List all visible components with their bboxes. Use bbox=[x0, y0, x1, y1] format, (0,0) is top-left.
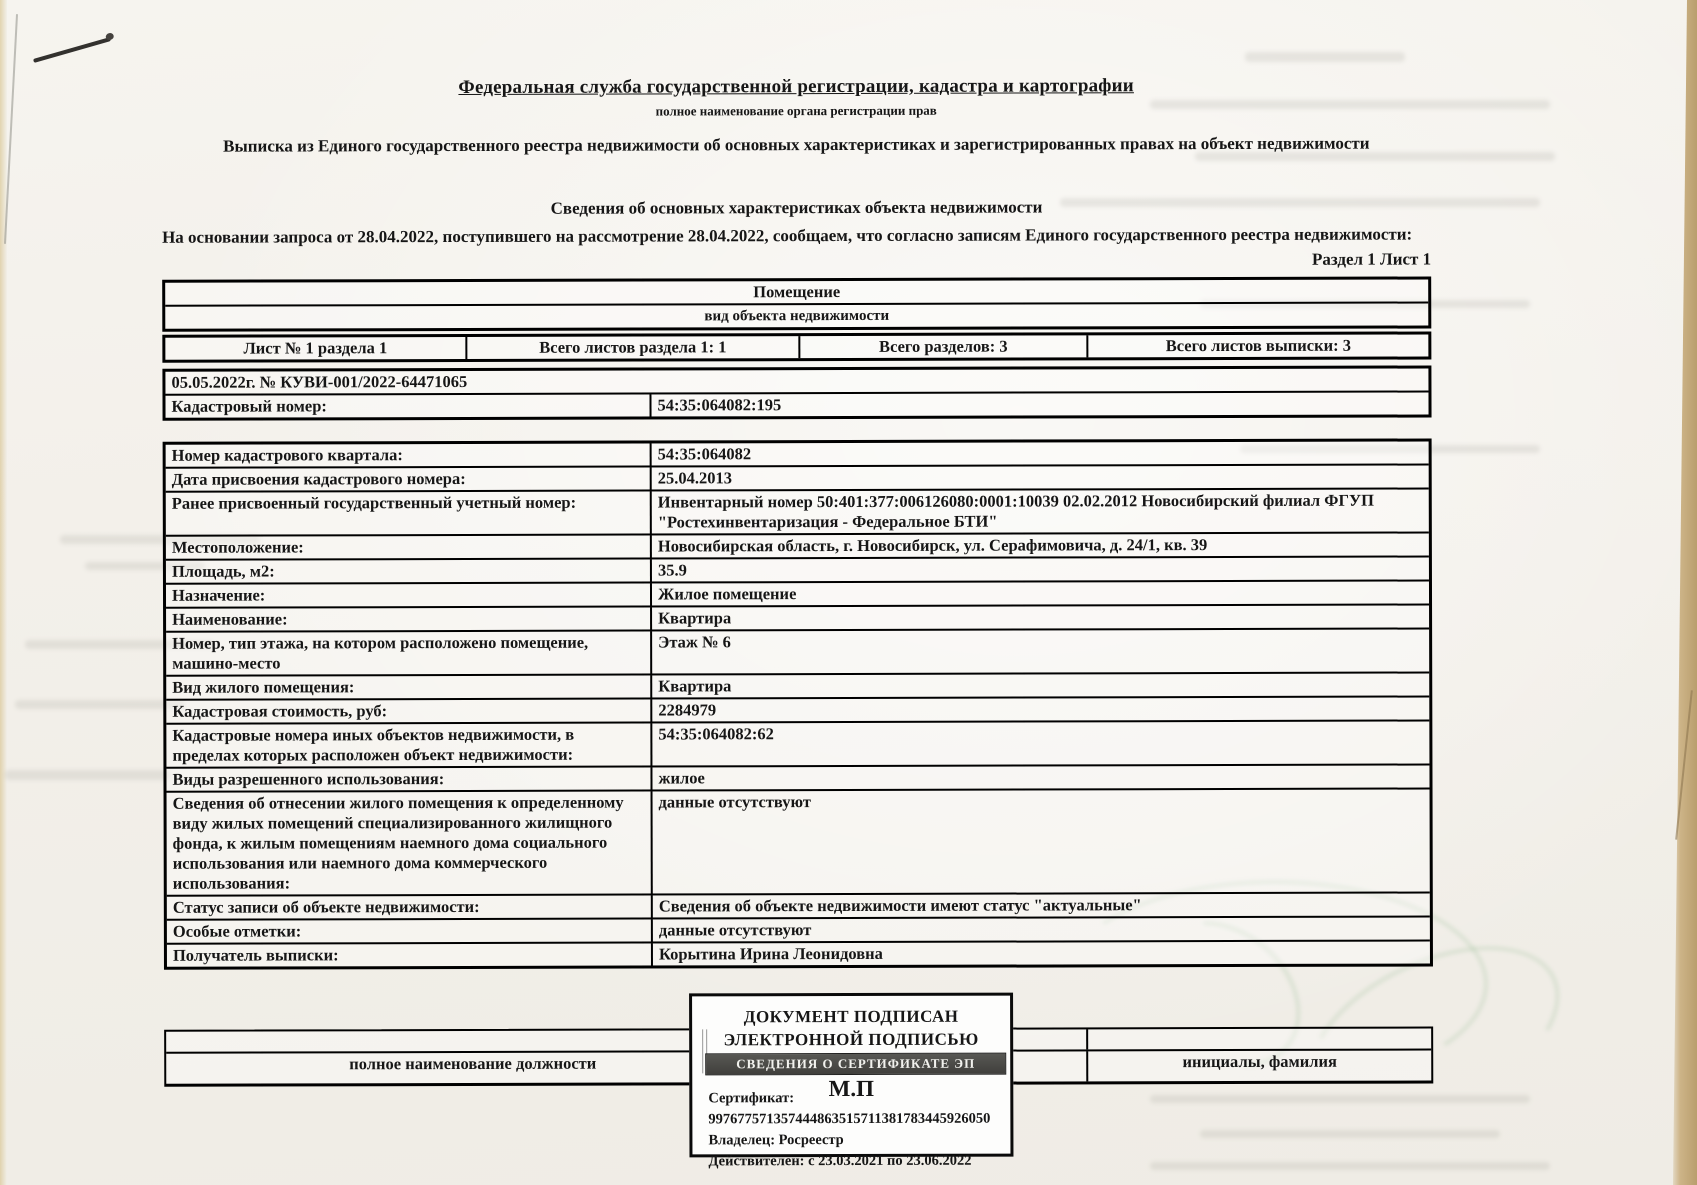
object-type-value: Помещение bbox=[753, 282, 841, 302]
row-label: Статус записи об объекте недвижимости: bbox=[167, 896, 653, 919]
row-value: 54:35:064082:62 bbox=[658, 724, 774, 744]
row-value: Новосибирская область, г. Новосибирск, ул. Серафимовича, д. 24/1, кв. 39 bbox=[657, 535, 1208, 556]
cadastral-number-label: Кадастровый номер: bbox=[165, 395, 651, 418]
row-label: Наименование: bbox=[166, 608, 652, 631]
stamp-validity: Действителен: с 23.03.2021 по 23.06.2022 bbox=[708, 1152, 972, 1170]
doc-number-table bbox=[162, 365, 1431, 420]
doc-title: Выписка из Единого государственного реестра недвижимости об основных характеристиках и зарегистрированных правах на объект недвижимости bbox=[223, 133, 1370, 156]
table-row bbox=[167, 891, 1430, 918]
row-label: Вид жилого помещения: bbox=[166, 676, 652, 699]
row-value: 54:35:064082 bbox=[657, 444, 752, 464]
org-subtitle: полное наименование органа регистрации прав bbox=[655, 102, 937, 119]
row-value: данные отсутствуют bbox=[658, 792, 812, 812]
row-value: Этаж № 6 bbox=[658, 632, 731, 652]
cadastral-number-value: 54:35:064082:195 bbox=[657, 395, 782, 415]
doc-number: 05.05.2022г. № КУВИ-001/2022-64471065 bbox=[171, 371, 468, 392]
row-label: Дата присвоения кадастрового номера: bbox=[166, 468, 652, 491]
sheet-info-col2: Всего листов раздела 1: 1 bbox=[467, 336, 800, 359]
row-value: данные отсутствуют bbox=[658, 920, 812, 940]
object-type-caption: вид объекта недвижимости bbox=[704, 307, 890, 325]
sheet-info-col1: Лист № 1 раздела 1 bbox=[165, 337, 467, 360]
row-value: Сведения об объекте недвижимости имеют статус "актуальные" bbox=[658, 895, 1142, 916]
row-label: Особые отметки: bbox=[167, 920, 653, 943]
stamp-certificate-number: Сертификат: 997677571357444863515711381783445926050 bbox=[708, 1090, 991, 1128]
row-value: Корытина Ирина Леонидовна bbox=[658, 943, 883, 964]
stamp-title-line2: ЭЛЕКТРОННОЙ ПОДПИСЬЮ bbox=[723, 1029, 979, 1050]
header-org-title-wrap bbox=[162, 74, 1431, 99]
section-title: Сведения об основных характеристиках объекта недвижимости bbox=[550, 197, 1043, 218]
table-row bbox=[166, 627, 1429, 674]
row-value: 35.9 bbox=[657, 560, 687, 580]
table-row bbox=[166, 531, 1429, 558]
stamp-owner: Владелец: Росреестр bbox=[708, 1132, 844, 1149]
details-table bbox=[163, 438, 1433, 969]
table-row bbox=[166, 695, 1429, 722]
row-value: Инвентарный номер 50:401:377:006126080:0001:10039 02.02.2012 Новосибирский филиал ФГУП "Ростехинвентаризация - Федеральное БТИ" bbox=[657, 490, 1374, 532]
row-label: Сведения об отнесении жилого помещения к определенному виду жилых помещений специализированного жилищного фонда, к жилым помещениям наемного дома социального использования или наемного дома коммерческого использования: bbox=[167, 792, 653, 895]
table-row bbox=[166, 487, 1429, 534]
row-label: Назначение: bbox=[166, 584, 652, 607]
table-row bbox=[166, 671, 1429, 698]
table-row bbox=[166, 579, 1429, 606]
row-label: Кадастровые номера иных объектов недвижимости, в пределах которых расположен объект недвижимости: bbox=[166, 724, 652, 767]
position-caption: полное наименование должности bbox=[166, 1052, 781, 1084]
signature-name-field bbox=[1088, 1028, 1431, 1049]
table-row bbox=[166, 441, 1429, 466]
table-row bbox=[167, 787, 1430, 894]
row-label: Ранее присвоенный государственный учетный номер: bbox=[166, 492, 652, 535]
row-label: Получатель выписки: bbox=[167, 944, 653, 967]
table-row bbox=[166, 763, 1429, 790]
row-label: Номер кадастрового квартала: bbox=[166, 444, 652, 467]
row-value: Жилое помещение bbox=[657, 584, 797, 604]
row-label: Виды разрешенного использования: bbox=[166, 768, 652, 791]
org-title: Федеральная служба государственной регистрации, кадастра и картографии bbox=[458, 75, 1134, 99]
row-label: Площадь, м2: bbox=[166, 560, 652, 583]
row-label: Кадастровая стоимость, руб: bbox=[166, 700, 652, 723]
row-label: Номер, тип этажа, на котором расположено помещение, машино-место bbox=[166, 632, 652, 675]
sheet-info-col3: Всего разделов: 3 bbox=[800, 335, 1088, 358]
stamp-mp-mark: М.П bbox=[828, 1075, 875, 1102]
row-value: Квартира bbox=[658, 676, 732, 696]
section-sheet-label: Раздел 1 Лист 1 bbox=[1311, 249, 1432, 269]
sheet-info-col4: Всего листов выписки: 3 bbox=[1165, 335, 1351, 356]
object-type-table bbox=[162, 276, 1431, 331]
row-label: Местоположение: bbox=[166, 536, 652, 559]
row-value: 25.04.2013 bbox=[657, 468, 732, 488]
table-row bbox=[166, 555, 1429, 582]
table-row bbox=[166, 719, 1429, 766]
name-caption: инициалы, фамилия bbox=[1182, 1051, 1337, 1072]
digital-signature-stamp bbox=[689, 993, 1013, 1170]
row-value: 2284979 bbox=[658, 700, 717, 720]
sheet-info-table bbox=[162, 331, 1431, 362]
row-value: Квартира bbox=[658, 608, 732, 628]
table-row bbox=[166, 463, 1429, 490]
table-row bbox=[166, 603, 1429, 630]
stamp-certificate-bar: СВЕДЕНИЯ О СЕРТИФИКАТЕ ЭП bbox=[705, 1053, 1006, 1076]
row-value: жилое bbox=[658, 768, 705, 788]
table-row bbox=[167, 939, 1430, 966]
table-row bbox=[167, 915, 1430, 942]
stamp-title-line1: ДОКУМЕНТ ПОДПИСАН bbox=[743, 1006, 959, 1027]
basis-line: На основании запроса от 28.04.2022, поступившего на рассмотрение 28.04.2022, сообщаем, что согласно записям Единого государственного реестра недвижимости: bbox=[162, 224, 1413, 247]
